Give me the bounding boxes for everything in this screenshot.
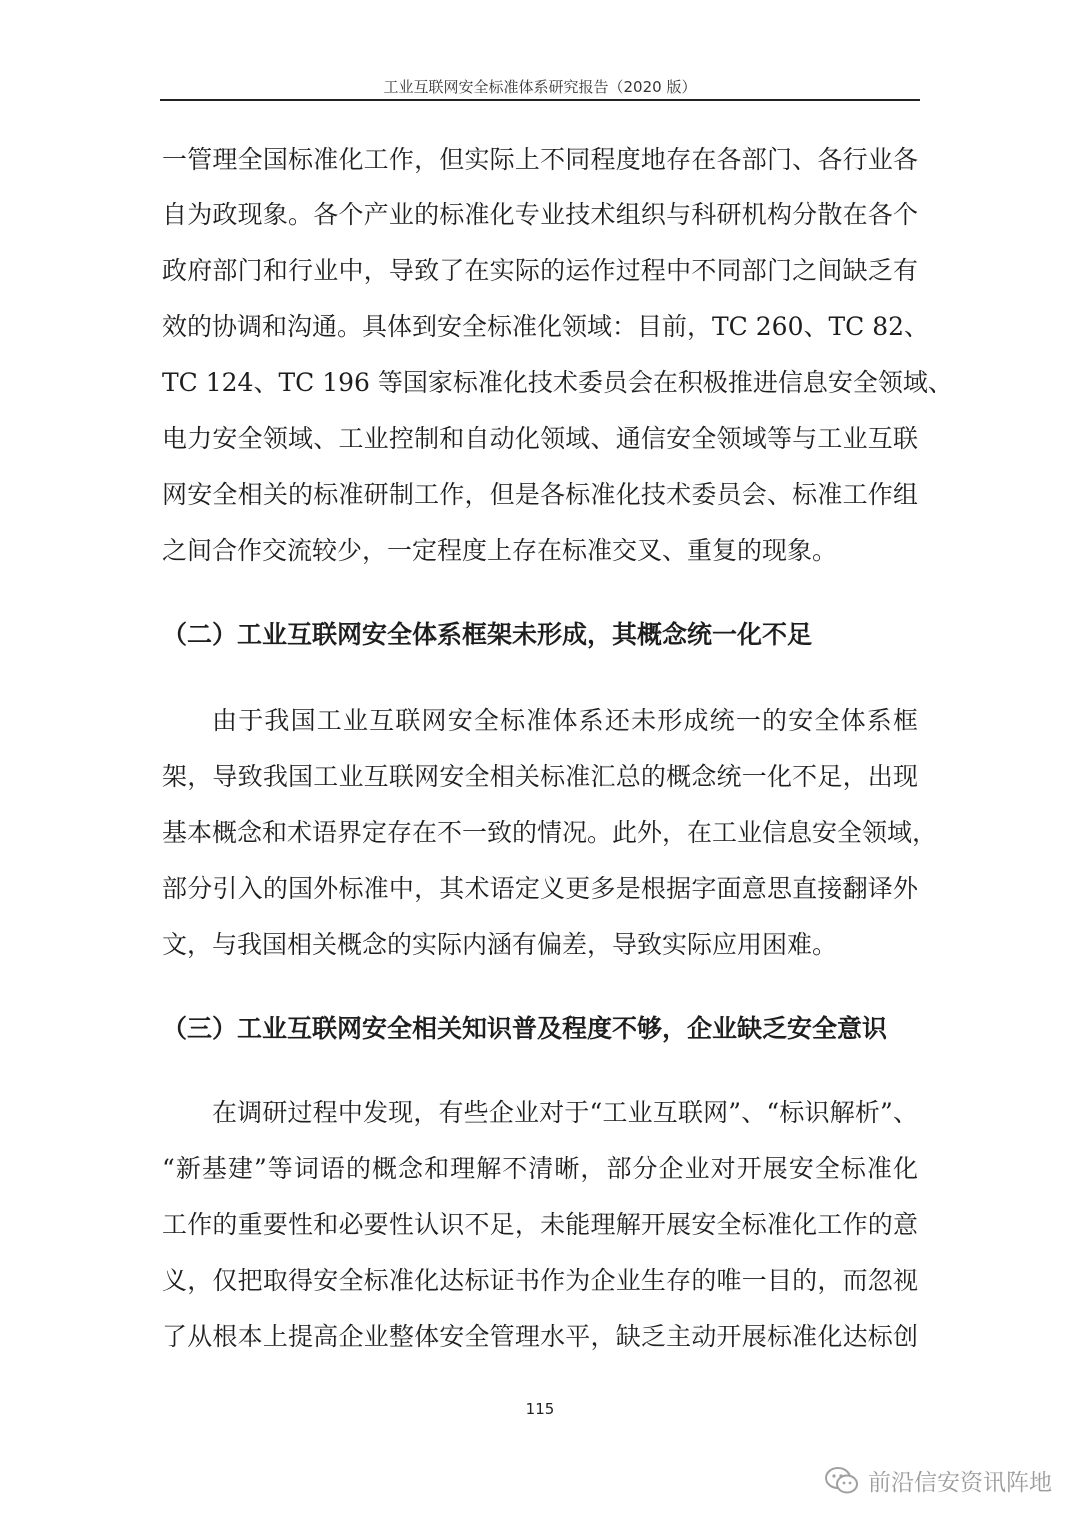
- text-line: 了从根本上提高企业整体安全管理水平，缺乏主动开展标准化达标创: [162, 1322, 918, 1351]
- text-line: 之间合作交流较少，一定程度上存在标准交叉、重复的现象。: [162, 536, 838, 565]
- wechat-icon: [824, 1466, 860, 1496]
- section-heading-2: （二）工业互联网安全体系框架未形成，其概念统一化不足: [162, 620, 813, 649]
- page-number: 115: [525, 1400, 555, 1418]
- watermark: [824, 1464, 1052, 1497]
- text-line: 网安全相关的标准研制工作，但是各标准化技术委员会、标准工作组: [162, 480, 918, 509]
- text-line: 政府部门和行业中，导致了在实际的运作过程中不同部门之间缺乏有: [162, 256, 918, 285]
- text-line: 电力安全领域、工业控制和自动化领域、通信安全领域等与工业互联: [162, 424, 918, 453]
- text-line: 架，导致我国工业互联网安全相关标准汇总的概念统一化不足，出现: [162, 762, 918, 791]
- text-line: 工作的重要性和必要性认识不足，未能理解开展安全标准化工作的意: [162, 1210, 918, 1239]
- text-line: 在调研过程中发现，有些企业对于“工业互联网”、“标识解析”、: [212, 1098, 918, 1127]
- text-line: 义，仅把取得安全标准化达标证书作为企业生存的唯一目的，而忽视: [162, 1266, 918, 1295]
- text-line: “新基建”等词语的概念和理解不清晰，部分企业对开展安全标准化: [162, 1154, 918, 1183]
- watermark-text: 前沿信安资讯阵地: [868, 1470, 1052, 1496]
- text-line: 一管理全国标准化工作，但实际上不同程度地存在各部门、各行业各: [162, 145, 918, 174]
- text-line: 由于我国工业互联网安全标准体系还未形成统一的安全体系框: [212, 706, 918, 735]
- text-line: TC 124、TC 196 等国家标准化技术委员会在积极推进信息安全领域、: [162, 368, 953, 397]
- header-divider: [160, 99, 920, 101]
- header-title: 工业互联网安全标准体系研究报告（2020 版）: [383, 78, 697, 96]
- text-line: 效的协调和沟通。具体到安全标准化领域：目前，TC 260、TC 82、: [162, 312, 930, 341]
- section-heading-3: （三）工业互联网安全相关知识普及程度不够，企业缺乏安全意识: [162, 1014, 888, 1043]
- text-line: 部分引入的国外标准中，其术语定义更多是根据字面意思直接翻译外: [162, 874, 918, 903]
- text-line: 基本概念和术语界定存在不一致的情况。此外，在工业信息安全领域，: [162, 818, 938, 847]
- text-line: 自为政现象。各个产业的标准化专业技术组织与科研机构分散在各个: [162, 200, 918, 229]
- text-line: 文，与我国相关概念的实际内涵有偏差，导致实际应用困难。: [162, 930, 838, 959]
